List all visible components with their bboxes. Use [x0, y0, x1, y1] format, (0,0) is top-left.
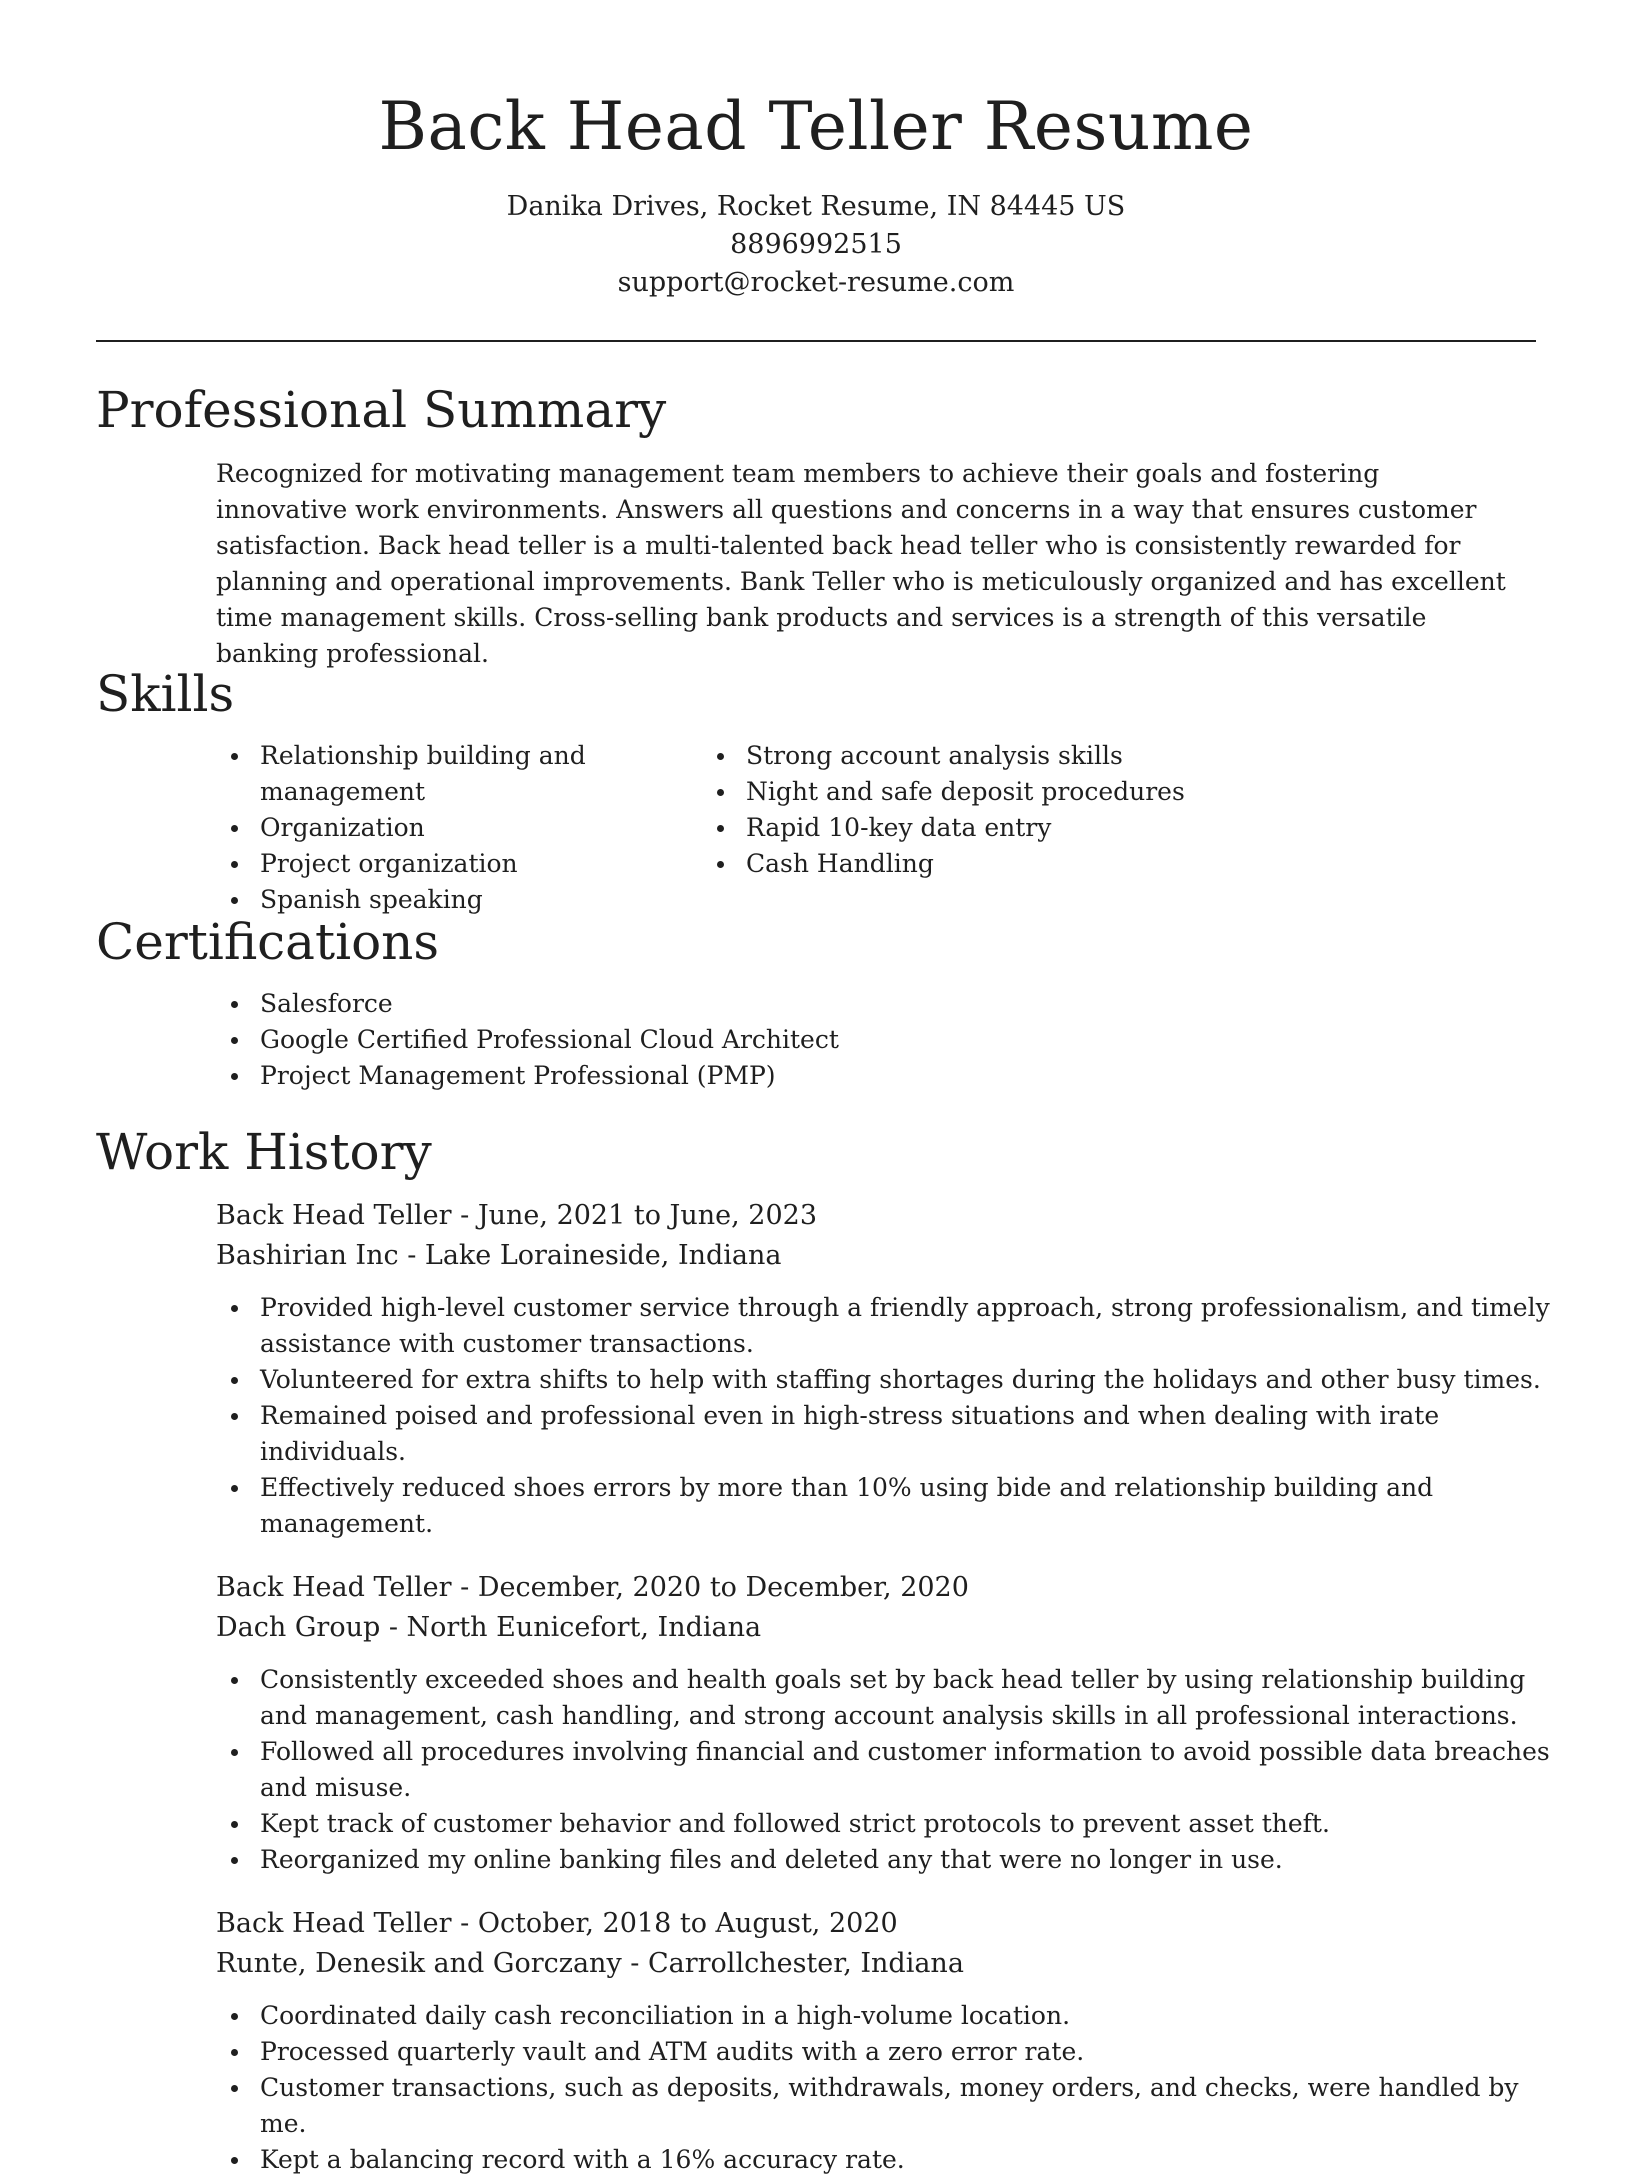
list-item: Spanish speaking [260, 882, 746, 918]
certifications-heading: Certifications [96, 913, 440, 971]
list-item: Kept a balancing record with a 16% accuracy rate. [260, 2142, 1550, 2178]
job-title-line: Back Head Teller - December, 2020 to December, 2020 [216, 1572, 969, 1603]
contact-address: Danika Drives, Rocket Resume, IN 84445 US [506, 191, 1126, 222]
list-item: Processed quarterly vault and ATM audits with a zero error rate. [260, 2034, 1550, 2070]
contact-block [0, 188, 1632, 302]
header-divider [96, 340, 1536, 342]
job-title-line: Back Head Teller - October, 2018 to August, 2020 [216, 1908, 898, 1939]
list-item: Cash Handling [746, 846, 1185, 882]
list-item: Effectively reduced shoes errors by more than 10% using bide and relationship building and management. [260, 1470, 1550, 1542]
job-company-line: Bashirian Inc - Lake Loraineside, Indiana [216, 1240, 782, 1271]
job-company-line: Dach Group - North Eunicefort, Indiana [216, 1612, 762, 1643]
job-company-line: Runte, Denesik and Gorczany - Carrollchester, Indiana [216, 1948, 964, 1979]
list-item: Rapid 10-key data entry [746, 810, 1185, 846]
resume-title: Back Head Teller Resume [378, 88, 1254, 165]
skills-column-left [96, 738, 746, 918]
list-item: Followed all procedures involving financial and customer information to avoid possible data breaches and misuse. [260, 1734, 1550, 1806]
job-entry [216, 1904, 1536, 2178]
list-item: Relationship building and management [260, 738, 746, 810]
contact-email: support@rocket-resume.com [617, 267, 1015, 298]
work-history-heading: Work History [96, 1123, 432, 1181]
list-item: Salesforce [260, 986, 1536, 1022]
resume-header [0, 0, 1632, 302]
list-item: Google Certified Professional Cloud Architect [260, 1022, 1536, 1058]
work-history-section [96, 1120, 1550, 2178]
list-item: Remained poised and professional even in high-stress situations and when dealing with irate individuals. [260, 1398, 1550, 1470]
certifications-list [96, 986, 1536, 1094]
list-item: Customer transactions, such as deposits, withdrawals, money orders, and checks, were handled by me. [260, 2070, 1550, 2142]
list-item: Consistently exceeded shoes and health goals set by back head teller by using relationship building and management, cash handling, and strong account analysis skills in all professional interactions. [260, 1662, 1550, 1734]
summary-heading: Professional Summary [96, 381, 667, 439]
list-item: Kept track of customer behavior and followed strict protocols to prevent asset theft. [260, 1806, 1550, 1842]
list-item: Volunteered for extra shifts to help with staffing shortages during the holidays and other busy times. [260, 1362, 1550, 1398]
list-item: Project Management Professional (PMP) [260, 1058, 1536, 1094]
list-item: Strong account analysis skills [746, 738, 1185, 774]
skills-heading: Skills [96, 665, 235, 723]
skills-section [96, 662, 1536, 918]
contact-phone: 8896992515 [730, 229, 902, 260]
job-duties-list [216, 1998, 1550, 2178]
job-duties-list [216, 1662, 1550, 1878]
list-item: Project organization [260, 846, 746, 882]
job-entry [216, 1568, 1550, 1878]
list-item: Provided high-level customer service through a friendly approach, strong professionalism, and timely assistance with customer transactions. [260, 1290, 1550, 1362]
job-duties-list [216, 1290, 1550, 1542]
certifications-section [96, 910, 1536, 1094]
list-item: Organization [260, 810, 746, 846]
summary-text: Recognized for motivating management team members to achieve their goals and fostering innovative work environments. Answers all questions and concerns in a way that ensures customer satisfaction. Back head teller is a multi-talented back head teller who is consistently rewarded for planning and operational improvements. Bank Teller who is meticulously organized and has excellent time management skills. Cross-selling bank products and services is a strength of this versatile banking professional. [216, 459, 1506, 668]
skills-column-right [746, 738, 1185, 918]
skills-list-left [96, 738, 746, 918]
job-entry [216, 1196, 1550, 1542]
list-item: Night and safe deposit procedures [746, 774, 1185, 810]
skills-list-right [746, 738, 1185, 882]
summary-section [96, 378, 1536, 672]
skills-grid [96, 738, 1536, 918]
list-item: Reorganized my online banking files and deleted any that were no longer in use. [260, 1842, 1550, 1878]
job-title-line: Back Head Teller - June, 2021 to June, 2023 [216, 1200, 818, 1231]
list-item: Coordinated daily cash reconciliation in a high-volume location. [260, 1998, 1550, 2034]
